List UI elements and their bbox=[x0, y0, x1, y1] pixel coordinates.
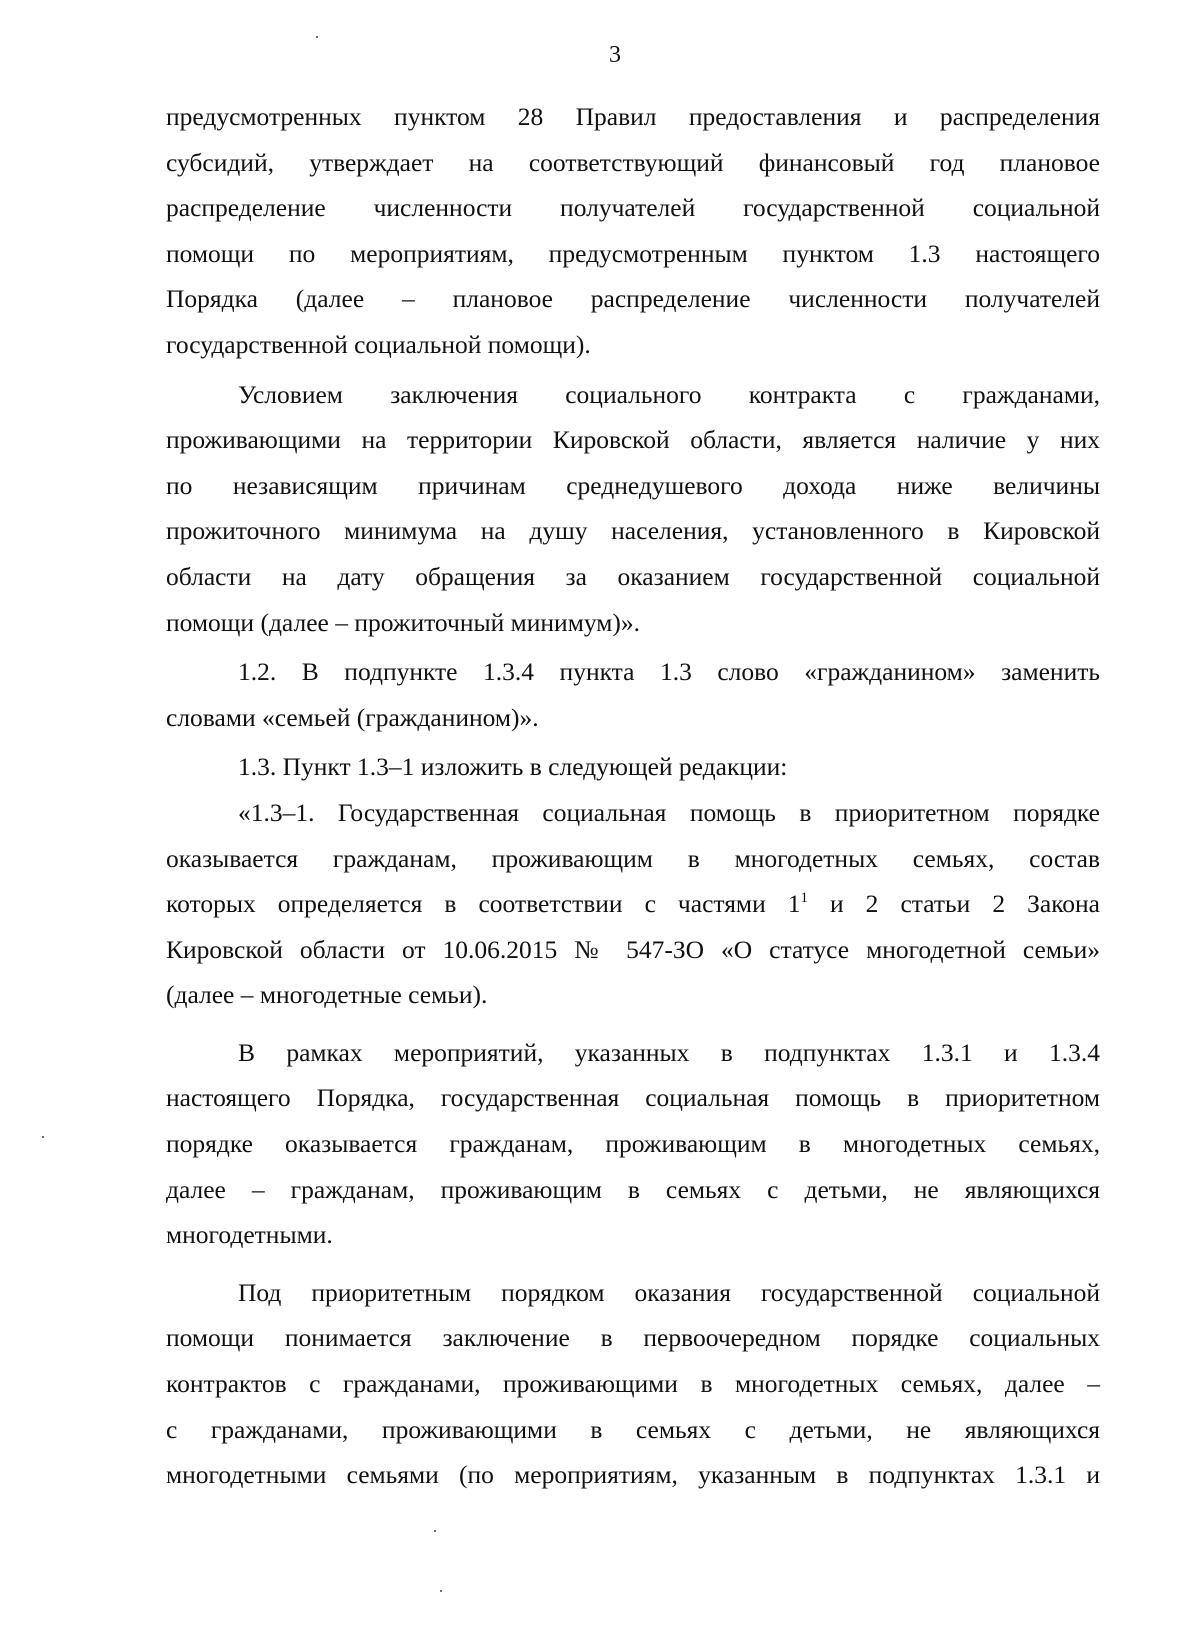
text-line: субсидий, утверждает на соответствующий финансовый год плановое bbox=[166, 147, 1100, 177]
text-line-with-superscript bbox=[166, 881, 1100, 927]
text-line: далее – гражданам, проживающим в семьях с детьми, не являющихся bbox=[166, 1174, 1100, 1204]
text-line: государственной социальной помощи). bbox=[166, 329, 591, 359]
scan-speck bbox=[434, 1530, 436, 1532]
scan-speck bbox=[42, 1136, 44, 1138]
paragraph-priority-aid bbox=[166, 790, 1100, 1018]
text-line: 1.2. В подпункте 1.3.4 пункта 1.3 слово «гражданином» заменить bbox=[238, 657, 1100, 687]
text-line: Условием заключения социального контракта с гражданами, bbox=[238, 379, 1100, 409]
text-line: оказывается гражданам, проживающим в многодетных семьях, состав bbox=[166, 843, 1100, 873]
text-line: (далее – многодетные семьи). bbox=[166, 980, 488, 1010]
text-line: с гражданами, проживающими в семьях с детьми, не являющихся bbox=[166, 1414, 1100, 1444]
page-number: 3 bbox=[609, 42, 621, 68]
text-line: порядке оказывается гражданам, проживающим в многодетных семьях, bbox=[166, 1129, 1100, 1159]
scan-speck bbox=[316, 36, 318, 38]
text-line: Под приоритетным порядком оказания государственной социальной bbox=[238, 1277, 1100, 1307]
text-line: «1.3–1. Государственная социальная помощь в приоритетном порядке bbox=[238, 797, 1100, 827]
text-line: проживающими на территории Кировской области, является наличие у них bbox=[166, 425, 1100, 455]
text-line: распределение численности получателей государственной социальной bbox=[166, 193, 1100, 223]
text-line: области на дату обращения за оказанием государственной социальной bbox=[166, 561, 1100, 591]
scan-speck bbox=[440, 1590, 442, 1592]
paragraph-subsidies bbox=[166, 94, 1100, 368]
text-line: Кировской области от 10.06.2015 № 547-ЗО «О статусе многодетной семьи» bbox=[166, 934, 1100, 964]
text-line: настоящего Порядка, государственная социальная помощь в приоритетном bbox=[166, 1083, 1100, 1113]
text-line: контрактов с гражданами, проживающими в многодетных семьях, далее – bbox=[166, 1369, 1100, 1399]
paragraph-measures bbox=[166, 1030, 1100, 1258]
text-line: помощи понимается заключение в первоочередном порядке социальных bbox=[166, 1323, 1100, 1353]
text-line: предусмотренных пунктом 28 Правил предоставления и распределения bbox=[166, 102, 1100, 131]
text-line: Порядка (далее – плановое распределение численности получателей bbox=[166, 284, 1100, 314]
text-line: по независящим причинам среднедушевого дохода ниже величины bbox=[166, 470, 1100, 500]
paragraph-item-1-3 bbox=[166, 744, 1100, 790]
paragraph-priority-definition bbox=[166, 1270, 1100, 1498]
text-fragment: которых определяется в соответствии с частями 1 bbox=[166, 889, 801, 919]
document-body bbox=[166, 94, 1100, 1498]
text-line: многодетными семьями (по мероприятиям, указанным в подпунктах 1.3.1 и bbox=[166, 1460, 1100, 1490]
text-line: 1.3. Пункт 1.3–1 изложить в следующей редакции: bbox=[238, 752, 788, 782]
text-line: В рамках мероприятий, указанных в подпунктах 1.3.1 и 1.3.4 bbox=[238, 1037, 1100, 1067]
text-line: прожиточного минимума на душу населения, установленного в Кировской bbox=[166, 516, 1100, 546]
paragraph-contract-condition bbox=[166, 372, 1100, 646]
text-line: помощи по мероприятиям, предусмотренным пунктом 1.3 настоящего bbox=[166, 238, 1100, 268]
text-line: помощи (далее – прожиточный минимум)». bbox=[166, 607, 641, 637]
text-line: словами «семьей (гражданином)». bbox=[166, 702, 539, 732]
paragraph-item-1-2 bbox=[166, 649, 1100, 740]
superscript: 1 bbox=[800, 890, 808, 907]
text-fragment: и 2 статьи 2 Закона bbox=[808, 889, 1100, 919]
text-line: многодетными. bbox=[166, 1220, 333, 1250]
